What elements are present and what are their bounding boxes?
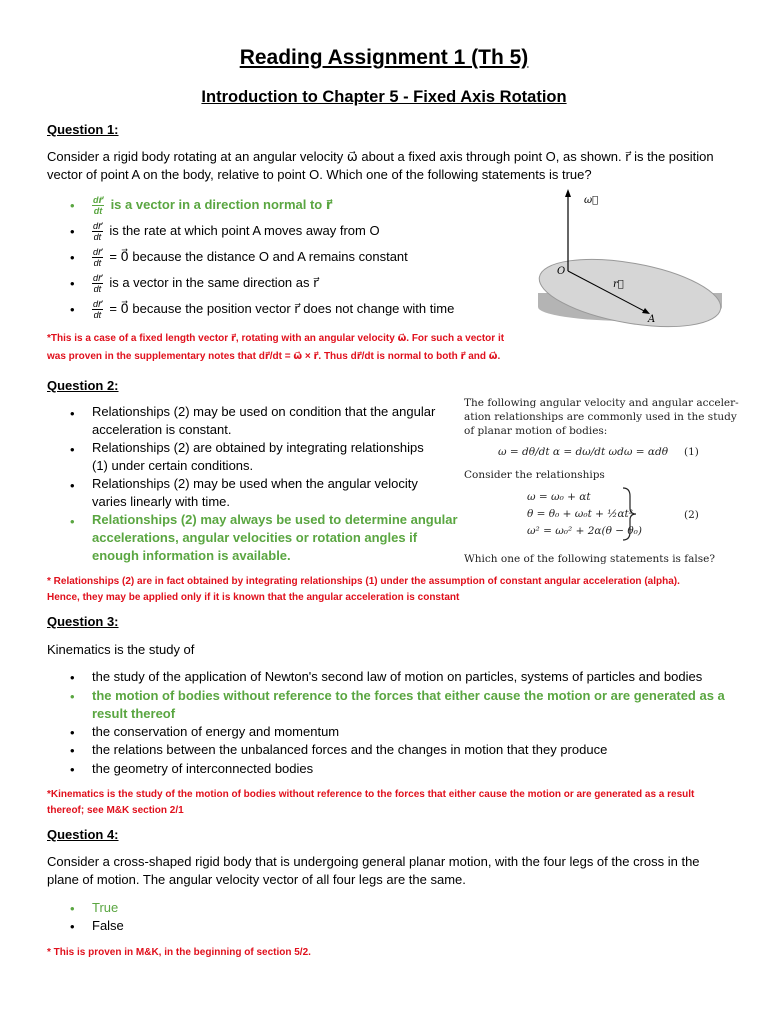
q2-box-consider: Consider the relationships: [464, 469, 605, 481]
q1-option-5: $\frac{dr⃗}{dt}$ = 0⃗ because the position vector r⃗ does not change with time: [93, 299, 455, 320]
bullet-icon: •: [70, 670, 75, 685]
question-3-heading: Question 3:: [47, 614, 119, 629]
q4-option-false: False: [92, 918, 124, 933]
q2-equations-2: ω = ω₀ + αt θ = θ₀ + ω₀t + ½αt² ω² = ω₀² + 2α(θ − θ₀): [527, 491, 642, 537]
bullet-icon: •: [70, 250, 75, 265]
question-4-text-line-1: Consider a cross-shaped rigid body that is undergoing general planar motion, with the four legs of the cross in the: [47, 854, 700, 869]
q3-note-line-2: thereof; see M&K section 2/1: [47, 805, 184, 816]
q1-note-line-1: *This is a case of a fixed length vector r⃗, rotating with an angular velocity ω⃗. For such a vector it: [47, 333, 505, 344]
q2-box-intro: The following angular velocity and angular acceler- ation relationships are commonly used in the study of planar motion of bodies:: [464, 397, 739, 437]
point-o-label: O: [557, 266, 566, 277]
bullet-icon: •: [70, 302, 75, 317]
r-label: r⃗: [613, 279, 624, 290]
bullet-icon: •: [70, 478, 75, 493]
page-title: Reading Assignment 1 (Th 5): [239, 46, 529, 69]
q2-option-1: Relationships (2) may be used on condition that the angular acceleration is constant.: [92, 404, 436, 437]
bullet-icon: •: [70, 276, 75, 291]
fraction-dr-dt: $\frac{dr⃗}{dt}$: [93, 299, 102, 320]
question-1-heading: Question 1:: [47, 122, 119, 137]
q1-option-3: $\frac{dr⃗}{dt}$ = 0⃗ because the distance O and A remains constant: [93, 247, 408, 268]
question-1-text-line-1: Consider a rigid body rotating at an angular velocity ω⃗ about a fixed axis through point O, as shown. r⃗ is the position: [47, 149, 714, 164]
q1-option-1-correct: $\frac{dr⃗}{dt}$ is a vector in a direction normal to r⃗: [93, 195, 333, 216]
question-2-heading: Question 2:: [47, 378, 119, 393]
bullet-icon: •: [70, 442, 75, 457]
q2-note-line-2: Hence, they may be applied only if it is known that the angular acceleration is constant: [47, 592, 460, 603]
q2-eq1-number: (1): [684, 446, 699, 458]
bullet-icon: •: [70, 224, 75, 239]
point-a-label: A: [648, 314, 656, 325]
q2-option-3: Relationships (2) may be used when the angular velocity varies linearly with time.: [92, 476, 418, 509]
question-4-text-line-2: plane of motion. The angular velocity vector of all four legs are the same.: [47, 872, 466, 887]
omega-arrowhead-icon: [565, 189, 571, 197]
bullet-icon: •: [70, 743, 75, 758]
question-1-text-line-2: vector of point A on the body, relative to point O. Which one of the following statements is true?: [47, 167, 592, 182]
fraction-dr-dt: $\frac{dr⃗}{dt}$: [93, 273, 102, 294]
q2-note-line-1: * Relationships (2) are in fact obtained by integrating relationships (1) under the assumption of constant angular acceleration (alpha).: [47, 576, 680, 587]
q3-option-4: the relations between the unbalanced forces and the changes in motion that they produce: [92, 742, 608, 757]
q1-note-line-2: was proven in the supplementary notes that dr⃗/dt = ω⃗ × r⃗. Thus dr⃗/dt is normal to both r⃗ and ω⃗.: [47, 351, 501, 362]
q2-eq2-number: (2): [684, 509, 699, 521]
q3-option-2-correct: the motion of bodies without reference to the forces that either cause the motion or are generated as a result thereof: [92, 688, 725, 721]
q3-note-line-1: *Kinematics is the study of the motion of bodies without reference to the forces that either cause the motion or are generated as a result: [47, 789, 695, 800]
page-subtitle: Introduction to Chapter 5 - Fixed Axis Rotation: [201, 88, 567, 106]
q2-option-2: Relationships (2) are obtained by integrating relationships (1) under certain conditions.: [92, 440, 424, 473]
q2-equations-1: ω = dθ/dt α = dω/dt ωdω = αdθ: [498, 446, 669, 458]
bullet-icon: •: [70, 689, 75, 704]
bullet-icon: •: [70, 725, 75, 740]
q2-box-question: Which one of the following statements is false?: [464, 553, 716, 565]
q1-option-2: $\frac{dr⃗}{dt}$ is the rate at which point A moves away from O: [93, 221, 380, 242]
q1-option-4: $\frac{dr⃗}{dt}$ is a vector in the same direction as r⃗: [93, 273, 319, 294]
fraction-dr-dt: $\frac{dr⃗}{dt}$: [93, 221, 102, 242]
bullet-icon: •: [70, 514, 75, 529]
bullet-icon: •: [70, 198, 75, 213]
bullet-icon: •: [70, 406, 75, 421]
q3-option-3: the conservation of energy and momentum: [92, 724, 340, 739]
question-4-heading: Question 4:: [47, 827, 119, 842]
disk-top: [534, 247, 725, 330]
bullet-icon: •: [70, 919, 75, 934]
question-3-intro: Kinematics is the study of: [47, 642, 195, 657]
bullet-icon: •: [70, 901, 75, 916]
fraction-dr-dt: $\frac{dr⃗}{dt}$: [93, 247, 102, 268]
q4-note: * This is proven in M&K, in the beginning of section 5/2.: [47, 947, 311, 958]
q3-option-1: the study of the application of Newton's second law of motion on particles, systems of particles and bodies: [92, 669, 703, 684]
q3-option-5: the geometry of interconnected bodies: [92, 761, 314, 776]
fraction-dr-dt: $\frac{dr⃗}{dt}$: [93, 195, 103, 216]
q2-option-4-correct: Relationships (2) may always be used to determine angular accelerations, angular velocities or rotation angles if enough information is available.: [92, 512, 458, 563]
omega-label: ω⃗: [584, 195, 599, 206]
curly-brace-icon: [620, 486, 640, 542]
bullet-icon: •: [70, 762, 75, 777]
rotating-disk-figure: [530, 185, 725, 330]
q4-option-true-correct: True: [92, 900, 119, 915]
